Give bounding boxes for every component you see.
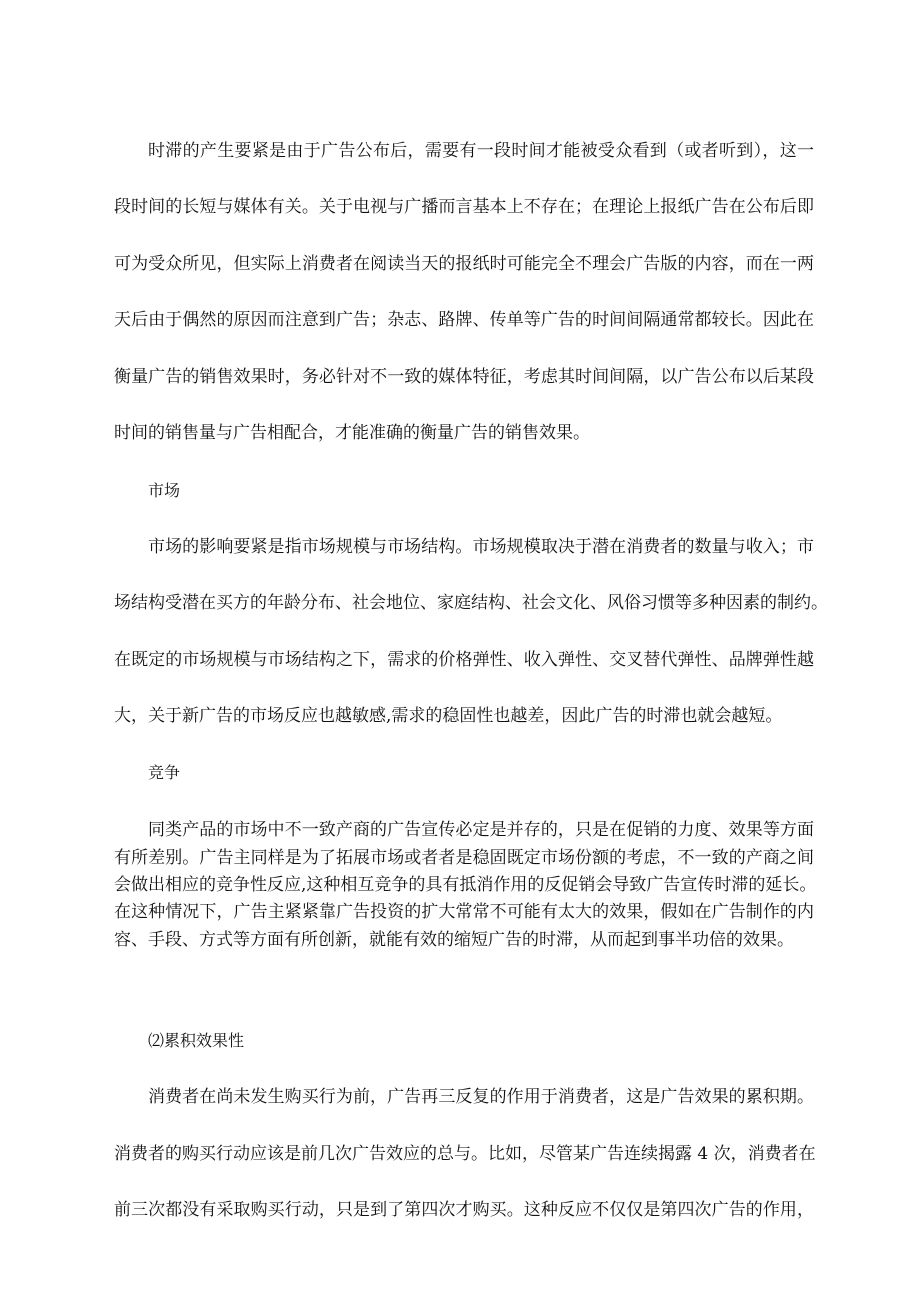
text-line: 在这种情况下，广告主紧紧靠广告投资的扩大常常不可能有太大的效果，假如在广告制作的内 (114, 902, 814, 922)
heading-cumulative: ⑵累积效果性 (148, 1031, 245, 1050)
text-line: 容、手段、方式等方面有所创新，就能有效的缩短广告的时滞，从而起到事半功倍的效果。 (114, 930, 794, 950)
text-line: 会做出相应的竞争性反应,这种相互竞争的具有抵消作用的反促销会导致广告宣传时滞的延长。 (114, 875, 817, 895)
text-line: 天后由于偶然的原因而注意到广告；杂志、路牌、传单等广告的时间间隔通常都较长。因此在 (114, 310, 814, 330)
text-line: 场结构受潜在买方的年龄分布、社会地位、家庭结构、社会文化、风俗习惯等多种因素的制约。 (114, 593, 828, 613)
text-line: 衡量广告的销售效果时，务必针对不一致的媒体特征，考虑其时间间隔，以广告公布以后某段 (114, 367, 814, 387)
text-line: 大，关于新广告的市场反应也越敏感,需求的稳固性也越差，因此广告的时滞也就会越短。 (114, 706, 783, 726)
text-line: 时间的销售量与广告相配合，才能准确的衡量广告的销售效果。 (114, 423, 590, 443)
text-line: 在既定的市场规模与市场结构之下，需求的价格弹性、收入弹性、交叉替代弹性、品牌弹性越 (114, 650, 814, 670)
text-line: 市场的影响要紧是指市场规模与市场结构。市场规模取决于潜在消费者的数量与收入；市 (148, 537, 814, 557)
text-line: 段时间的长短与媒体有关。关于电视与广播而言基本上不存在；在理论上报纸广告在公布后即 (114, 197, 814, 217)
text-line: 前三次都没有采取购买行动，只是到了第四次才购买。这种反应不仅仅是第四次广告的作用， (114, 1200, 814, 1220)
text-line: 时滞的产生要紧是由于广告公布后，需要有一段时间才能被受众看到（或者听到），这一 (148, 141, 814, 161)
heading-market: 市场 (148, 481, 181, 500)
text-line: 消费者的购买行动应该是前几次广告效应的总与。比如，尽管某广告连续揭露 4 次，消费者在 (114, 1144, 816, 1164)
text-line: 有所差别。广告主同样是为了拓展市场或者者是稳固既定市场份额的考虑，不一致的产商之间 (114, 848, 814, 868)
heading-competition: 竞争 (148, 763, 181, 782)
text-line: 消费者在尚未发生购买行为前，广告再三反复的作用于消费者，这是广告效果的累积期。 (148, 1087, 814, 1107)
text-line: 可为受众所见，但实际上消费者在阅读当天的报纸时可能完全不理会广告版的内容，而在一两 (114, 254, 814, 274)
text-line: 同类产品的市场中不一致产商的广告宣传必定是并存的，只是在促销的力度、效果等方面 (148, 820, 814, 840)
